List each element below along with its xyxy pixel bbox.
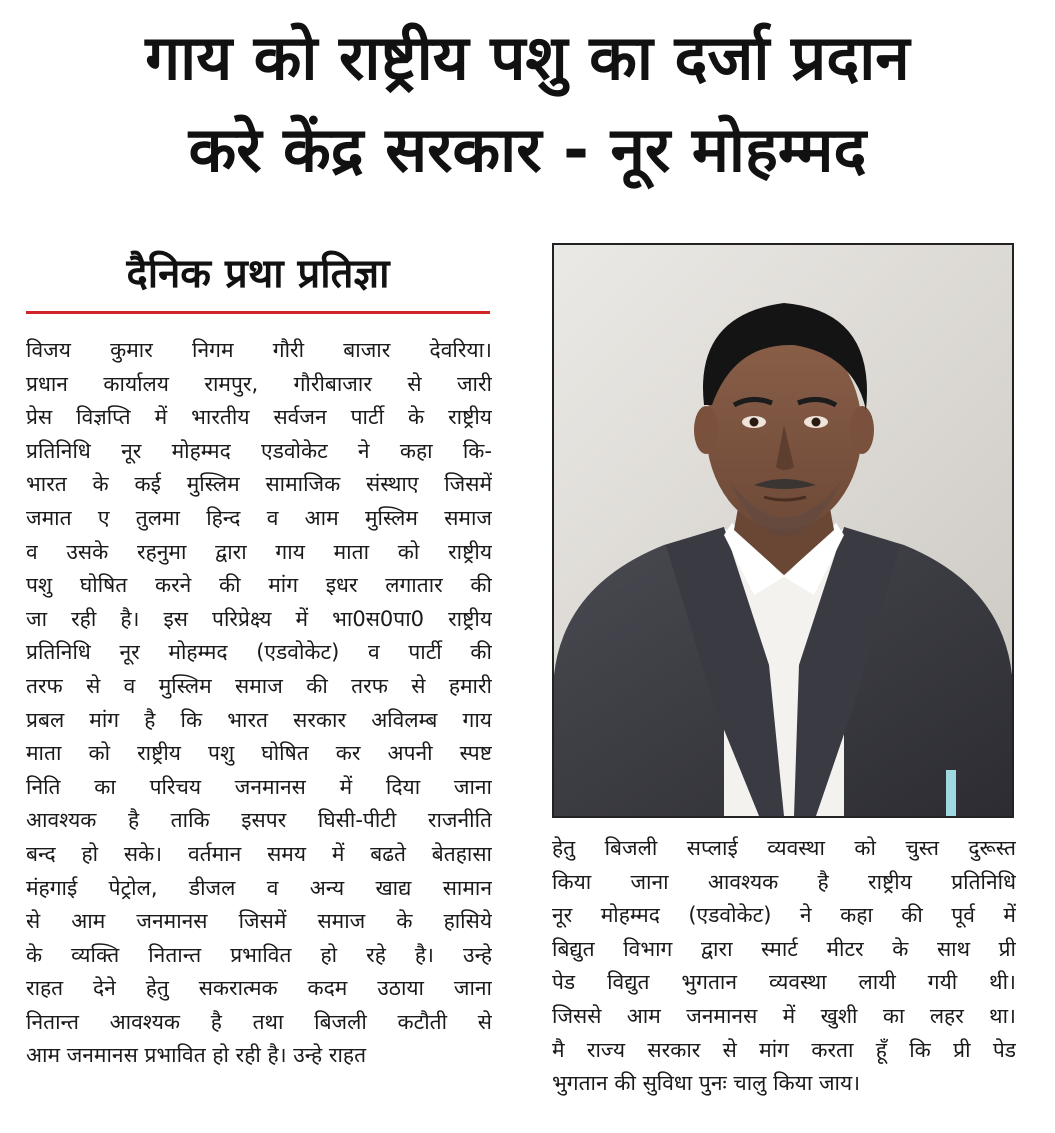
article-text-line: प्रतिनिधि नूर मोहम्मद एडवोकेट ने कहा कि- bbox=[26, 438, 492, 463]
article-text-line: विजय कुमार निगम गौरी बाजार देवरिया। bbox=[26, 338, 492, 362]
article-text-line: नितान्त आवश्यक है तथा बिजली कटौती से bbox=[26, 1009, 492, 1034]
article-text-line: बिद्युत विभाग द्वारा स्मार्ट मीटर के साथ प्री bbox=[552, 936, 1016, 961]
masthead-underline bbox=[26, 311, 490, 314]
article-text-line: आम जनमानस प्रभावित हो रही है। उन्हे राहत bbox=[26, 1043, 367, 1068]
person-portrait-icon bbox=[554, 245, 1012, 816]
article-text-line: माता को राष्ट्रीय पशु घोषित कर अपनी स्पष्ट bbox=[26, 741, 492, 766]
article-text-line: मंहगाई पेट्रोल, डीजल व अन्य खाद्य सामान bbox=[26, 875, 492, 900]
headline-line-1: गाय को राष्ट्रीय पशु का दर्जा प्रदान bbox=[145, 21, 910, 94]
portrait-photo bbox=[552, 243, 1014, 818]
article-text-line: प्रधान कार्यालय रामपुर, गौरीबाजार से जारी bbox=[26, 371, 492, 396]
article-text-line: व उसके रहनुमा द्वारा गाय माता को राष्ट्रीय bbox=[26, 539, 492, 564]
article-text-line: पशु घोषित करने की मांग इधर लगातार की bbox=[26, 573, 492, 598]
article-text-line: प्रबल मांग है कि भारत सरकार अविलम्ब गाय bbox=[26, 707, 492, 732]
article-text-line: तरफ से व मुस्लिम समाज की तरफ से हमारी bbox=[26, 673, 492, 698]
article-text-line: के व्यक्ति नितान्त प्रभावित हो रहे है। उन्हे bbox=[26, 942, 492, 967]
article-text-line: प्रतिनिधि नूर मोहम्मद (एडवोकेट) व पार्टी की bbox=[26, 640, 492, 665]
article-right-column bbox=[552, 832, 1016, 1101]
article-text-line: प्रेस विज्ञप्ति में भारतीय सर्वजन पार्टी के राष्ट्रीय bbox=[26, 405, 492, 430]
article-text-line: से आम जनमानस जिसमें समाज के हासिये bbox=[26, 909, 492, 934]
article-text-line: भारत के कई मुस्लिम सामाजिक संस्थाए जिसमें bbox=[26, 472, 492, 497]
article-text-line: जमात ए तुलमा हिन्द व आम मुस्लिम समाज bbox=[26, 505, 492, 530]
masthead-title: दैनिक प्रथा प्रतिज्ञा bbox=[126, 251, 390, 297]
article-text-line: आवश्यक है ताकि इसपर घिसी-पीटी राजनीति bbox=[26, 808, 492, 833]
article-text-line: जिससे आम जनमानस में खुशी का लहर था। bbox=[552, 1003, 1016, 1028]
article-text-line: पेड विद्युत भुगतान व्यवस्था लायी गयी थी। bbox=[552, 970, 1016, 995]
article-text-line: निति का परिचय जनमानस में दिया जाना bbox=[26, 774, 492, 799]
article-text-line: किया जाना आवश्यक है राष्ट्रीय प्रतिनिधि bbox=[552, 869, 1016, 894]
article-text-line: हेतु बिजली सप्लाई व्यवस्था को चुस्त दुरूस्त bbox=[552, 836, 1016, 860]
headline-line-2: करे केंद्र सरकार - नूर मोहम्मद bbox=[188, 113, 867, 186]
article-text-line: नूर मोहम्मद (एडवोकेट) ने कहा की पूर्व में bbox=[552, 903, 1016, 928]
article-text-line: बन्द हो सके। वर्तमान समय में बढते बेतहासा bbox=[26, 841, 492, 866]
article-text-line: राहत देने हेतु सकरात्मक कदम उठाया जाना bbox=[26, 976, 492, 1001]
article-left-column bbox=[26, 334, 492, 1073]
article-text-line: भुगतान की सुविधा पुनः चालु किया जाय। bbox=[552, 1071, 861, 1096]
article-text-line: मै राज्य सरकार से मांग करता हूँ कि प्री पेड bbox=[552, 1037, 1016, 1062]
article-text-line: जा रही है। इस परिप्रेक्ष्य में भा0स0पा0 राष्ट्रीय bbox=[26, 606, 492, 631]
